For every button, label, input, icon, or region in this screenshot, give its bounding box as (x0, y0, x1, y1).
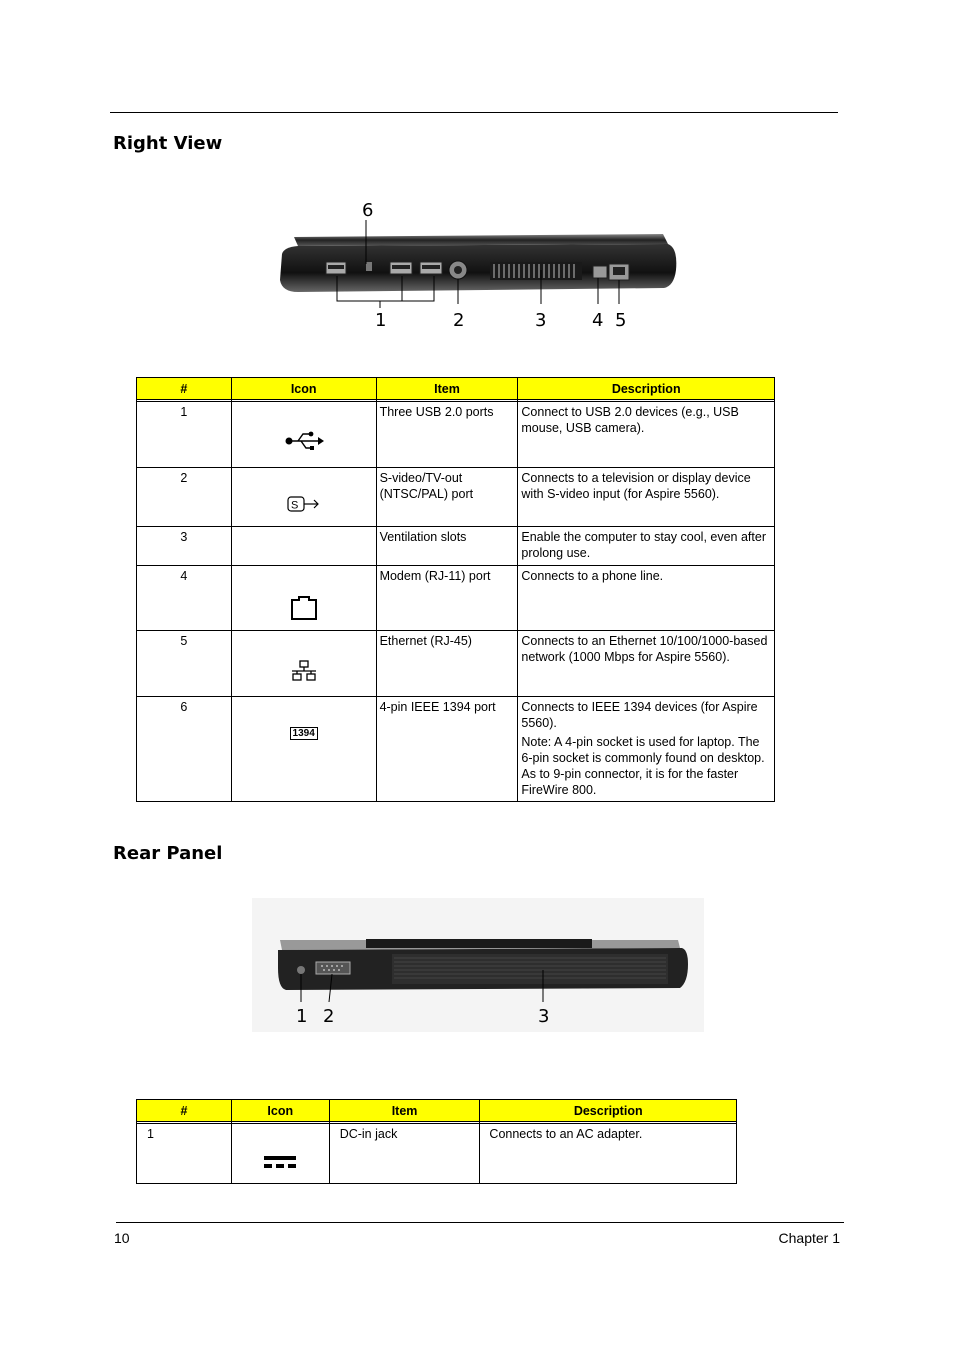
ethernet-icon (291, 660, 317, 682)
table-row (137, 527, 775, 566)
row-number: 1 (137, 1124, 232, 1184)
row-item: Three USB 2.0 ports (376, 402, 518, 468)
callout-1: 1 (296, 1006, 308, 1027)
table-row (137, 1124, 737, 1184)
callout-6: 6 (362, 200, 374, 221)
callout-2: 2 (323, 1006, 335, 1027)
dc-in-icon (264, 1154, 296, 1170)
row-number: 5 (137, 631, 232, 697)
s-video-icon (287, 495, 321, 513)
row-number: 2 (137, 468, 232, 527)
row-description: Connects to IEEE 1394 devices (for Aspire 5560). (521, 700, 758, 730)
callout-3: 3 (538, 1006, 550, 1027)
callout-4: 4 (592, 310, 604, 330)
row-description: Enable the computer to stay cool, even after prolong use. (521, 530, 766, 560)
row-description: Connect to USB 2.0 devices (e.g., USB mouse, USB camera). (521, 405, 739, 435)
header-description: Description (480, 1100, 737, 1122)
header-number: # (137, 1100, 232, 1122)
rear-panel-table (136, 1099, 737, 1184)
row-description: Connects to an Ethernet 10/100/1000-based network (1000 Mbps for Aspire 5560). (521, 634, 768, 664)
table-row (137, 697, 775, 802)
header-item: Item (376, 378, 518, 400)
rear-panel-laptop-image (252, 898, 704, 1032)
section-title-rear-panel: Rear Panel (113, 843, 223, 864)
ieee1394-icon: 1394 (290, 727, 318, 740)
header-item: Item (329, 1100, 480, 1122)
row-item: 4-pin IEEE 1394 port (376, 697, 518, 802)
table-row (137, 468, 775, 527)
row-description: Connects to a television or display device with S-video input (for Aspire 5560). (521, 471, 751, 501)
callout-2: 2 (453, 310, 465, 330)
row-item: Ventilation slots (376, 527, 518, 566)
row-note: Note: A 4-pin socket is used for laptop. The 6-pin socket is commonly found on desktop. As to 9-pin connector, it is for the faster FireWire 800. (521, 735, 765, 797)
row-description: Connects to an AC adapter. (489, 1127, 643, 1141)
table-row (137, 631, 775, 697)
usb-icon (284, 430, 324, 452)
row-description: Connects to a phone line. (521, 569, 664, 583)
callout-3: 3 (535, 310, 547, 330)
header-icon: Icon (231, 378, 376, 400)
modem-icon (290, 596, 318, 620)
chapter-label: Chapter 1 (778, 1230, 840, 1246)
right-view-laptop-image (268, 200, 688, 330)
callout-1: 1 (375, 310, 387, 330)
row-item: DC-in jack (329, 1124, 480, 1184)
row-item: Ethernet (RJ-45) (376, 631, 518, 697)
top-rule (110, 112, 838, 113)
right-view-table (136, 377, 775, 802)
table-row (137, 566, 775, 631)
footer-rule (116, 1222, 844, 1223)
row-number: 6 (137, 697, 232, 802)
row-item: S-video/TV-out (NTSC/PAL) port (376, 468, 518, 527)
page-number: 10 (114, 1230, 130, 1246)
header-description: Description (518, 378, 775, 400)
header-icon: Icon (231, 1100, 329, 1122)
header-number: # (137, 378, 232, 400)
row-number: 1 (137, 402, 232, 468)
row-number: 4 (137, 566, 232, 631)
row-number: 3 (137, 527, 232, 566)
section-title-right-view: Right View (113, 133, 223, 154)
callout-5: 5 (615, 310, 627, 330)
row-item: Modem (RJ-11) port (376, 566, 518, 631)
table-row (137, 402, 775, 468)
svg-text:S: S (290, 499, 299, 511)
